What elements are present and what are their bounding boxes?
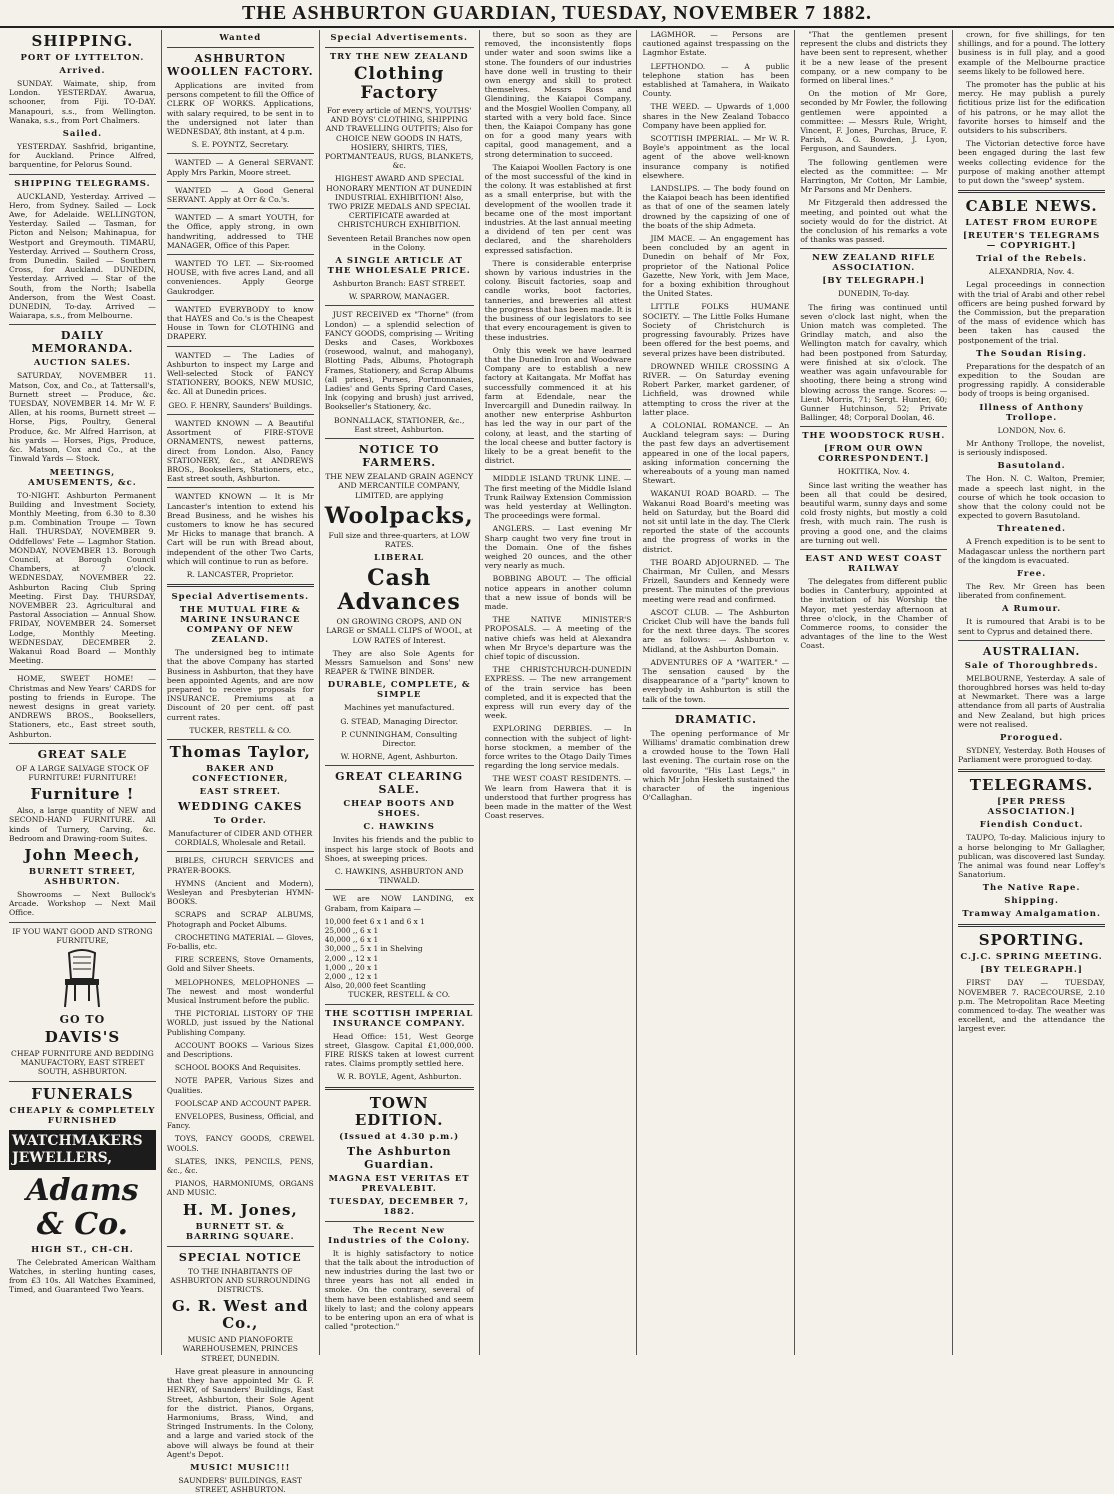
news-item: THE CHRISTCHURCH-DUNEDIN EXPRESS. — The new arrangement of the train service has been completed, and it is expected that the express will run every day of the week. (484, 665, 632, 721)
article-para: The Kaiapoi Woollen Factory is one of the most successful of the kind in the colony. It was established at first as a small enterprise, but with the development of the woollen trade it became one of the most important industries. At the last annual meeting a dividend of ten per cent was declared, and the shareholders expressed satisfaction. (484, 162, 632, 255)
news-item: ADVENTURES OF A "WAITER." — The sensation caused by the disappearance of a "party" known to everybody in Ashburton is still the talk of the town. (642, 657, 790, 704)
divider (167, 153, 314, 154)
page-columns (4, 30, 1110, 1494)
wanted-6: WANTED — The Ladies of Ashburton to inspect my Large and Well-selected Stock of FANCY STATIONERY, BOOKS, NEW MUSIC, &c. All at Dunedin prices. (166, 350, 314, 397)
west-sub: MUSIC AND PIANOFORTE WAREHOUSEMEN, PRINCES STREET, DUNEDIN. (182, 1335, 299, 1363)
divider (325, 765, 474, 766)
wanted-3: WANTED — A smart YOUTH, for the Office, apply strong, in own handwriting, addressed to THE MANAGER, Office of this Paper. (166, 213, 314, 250)
list-item: ENVELOPES, Business, Official, and Fancy. (166, 1112, 314, 1131)
woollen-text: Applications are invited from persons competent to fill the Office of CLERK OF WORKS. Applications, with salary required, to be sent in to the undersigned not later than WEDNESDAY, 8th instant, at 4 p.m. (166, 81, 314, 137)
rifle-place: DUNEDIN, To-day. (838, 289, 910, 299)
divider (325, 47, 474, 48)
timber-row: Also, 20,000 feet Scantling (324, 981, 426, 991)
auction-heading: AUCTION SALES. (33, 358, 132, 369)
divider (958, 640, 1105, 641)
column-4 (480, 30, 638, 1355)
telegrams-heading: SHIPPING TELEGRAMS. (14, 178, 151, 189)
article-para: Mr Fitzgerald then addressed the meeting, and pointed out what the society would do for the district. At the conclusion of his remarks a vote of thanks was passed. (800, 198, 948, 245)
news-item: EXPLORING DERBIES. — In connection with the subject of light-horse stockmen, a member of the force writes to the Otago Daily Times regarding the long service medals. (484, 724, 632, 771)
sailed-text: YESTERDAY. Sashfrid, brigantine, for Auckland. Prince Alfred, barquentine, for Pelorus Sound. (9, 142, 156, 170)
liberal-line: LIBERAL (374, 553, 425, 564)
boyle-sign: W. R. BOYLE, Agent, Ashburton. (336, 1072, 462, 1082)
divider (167, 487, 314, 488)
divider (167, 181, 314, 182)
divider (167, 414, 314, 415)
hawkins-sign: C. HAWKINS, ASHBURTON AND TINWALD. (334, 866, 464, 886)
article-para: crown, for five shillings, for ten shillings, and for a pound. The lottery business is in full play, and a good example of the Melbourne practice seems likely to be followed here. (958, 30, 1106, 76)
wedding-cakes: WEDDING CAKES (178, 799, 303, 813)
clearing-sale: GREAT CLEARING SALE. (335, 770, 464, 797)
mutual-title: THE MUTUAL FIRE & MARINE INSURANCE COMPANY OF NEW ZEALAND. (179, 605, 301, 646)
tramway-heading: Tramway Amalgamation. (962, 909, 1101, 920)
watchmakers-block (9, 1130, 156, 1170)
divider (9, 1081, 156, 1082)
divider (9, 743, 156, 744)
rumour-text: It is rumoured that Arabi is to be sent to Cyprus and detained there. (958, 617, 1106, 636)
timber-list (325, 917, 474, 991)
prorogued-text: SYDNEY, Yesterday. Both Houses of Parliament were prorogued to-day. (958, 745, 1106, 765)
news-item: LITTLE FOLKS HUMANE SOCIETY. — The Little Folks Humane Society of Christchurch is progressing favourably. Prizes have been offered for the best poems, and several prizes have been distributed. (642, 302, 790, 358)
meech-more: Showrooms — Next Bullock's Arcade. Workshop — Next Mail Office. (9, 890, 156, 918)
column-1 (4, 30, 162, 1355)
list-item: ACCOUNT BOOKS — Various Sizes and Descriptions. (166, 1040, 314, 1060)
divider (9, 669, 156, 670)
column-7 (953, 30, 1110, 1355)
wanted-heading: Wanted (219, 33, 262, 43)
grain-text: THE NEW ZEALAND GRAIN AGENCY AND MERCANTILE COMPANY, LIMITED, are applying (325, 472, 474, 500)
special-notice: SPECIAL NOTICE (178, 1250, 302, 1264)
dramatic-heading: DRAMATIC. (674, 712, 757, 726)
news-item: JIM MACE. — An engagement has been concluded by an agent in Dunedin on behalf of Mr Fox, proprietor of the National Police Gazette, New York, with Jem Mace, for a boxing exhibition throughout the United States. (642, 234, 790, 299)
seventeen-text: Seventeen Retail Branches now open in the Colony. (327, 233, 471, 252)
saunders-line: SAUNDERS' BUILDINGS, EAST STREET, ASHBURTON. (178, 1475, 303, 1494)
divider (800, 248, 947, 249)
taylor-street: EAST STREET. (199, 786, 281, 797)
divider (642, 708, 789, 709)
divider (167, 208, 314, 209)
divider (958, 769, 1105, 772)
wanted-4: WANTED TO LET. — Six-roomed HOUSE, with five acres Land, and all conveniences. Apply George Gaukrodger. (166, 259, 314, 296)
special-heading: Special Advertisements. (171, 592, 310, 603)
dramatic-text: The opening performance of Mr Williams' dramatic combination drew a crowded house to the Town Hall last evening. The curtain rose on the old favourite, "His Last Legs," in which Mr John Hesketh sustained the character of the ingenious O'Callaghan. (642, 728, 790, 803)
news-item: A COLONIAL ROMANCE. — An Auckland telegram says: — During the past few days an advertisement appeared in one of the local papers, asking information concerning the whereabouts of a young man named Stewart. (642, 420, 790, 486)
issued-line: (Issued at 4.30 p.m.) (339, 1131, 460, 1142)
cunningham-sign: P. CUNNINGHAM, Consulting Director. (341, 729, 458, 748)
divider (325, 438, 474, 439)
list-item: SCHOOL BOOKS And Requisites. (174, 1063, 301, 1073)
wanted-7: WANTED KNOWN — A Beautiful Assortment of FIRE-STOVE ORNAMENTS, newest patterns, direct from London. Also, Fancy STATIONERY, &c., at ANDREWS BROS., Booksellers, Stationers, etc., East street south, Ashburton. (166, 418, 314, 484)
woodstock-sub: [FROM OUR OWN CORRESPONDENT.] (818, 444, 930, 465)
divider (325, 1087, 474, 1090)
meetings-text: TO-NIGHT. Ashburton Permanent Building and Investment Society, Monthly Meeting, from 6.30 to 8.30 p.m. Combination Troupe — Town Hall. THURSDAY, NOVEMBER 9. Oddfellows' Fete — Lagmhor Station. MONDAY, NOVEMBER 13. Borough Council, at Borough Council Chambers, at 7 o'clock. WEDNESDAY, NOVEMBER 22. Ashburton Racing Club Spring Meeting. First Day. THURSDAY, NOVEMBER 23. Agricultural and Pastoral Association — Annual Show. FRIDAY, NOVEMBER 24. Somerset Lodge, Monthly Meeting. WEDNESDAY, DECEMBER 2. Wakanui Road Board — Monthly Meeting. (9, 490, 156, 666)
divider (325, 1004, 474, 1005)
shipping-heading: SHIPPING. (31, 32, 134, 50)
timber-row: 2,000 ,, 12 x 1 (324, 971, 379, 981)
list-item: PIANOS, HARMONIUMS, ORGANS AND MUSIC. (166, 1179, 314, 1198)
sale-word: Furniture ! (30, 785, 135, 804)
meetings-heading: MEETINGS, AMUSEMENTS, &c. (28, 467, 137, 488)
mutual-text: The undersigned beg to intimate that the above Company has started Business in Ashburton, that they have been appointed Agents, and are now prepared to receive proposals for INSURANCE. Premiums at a Discount of 20 per cent. off past current rates. (166, 648, 314, 722)
column-6 (795, 30, 953, 1355)
rumour-heading: A Rumour. (1001, 604, 1062, 615)
horne-sign: W. HORNE, Agent, Ashburton. (340, 752, 458, 762)
timber-row: 30,000 ,, 5 x 1 in Shelving (324, 944, 423, 954)
motto-line: MAGNA EST VERITAS ET PREVALEBIT. (328, 1173, 470, 1194)
news-item: THE NATIVE MINISTER'S PROPOSALS. — A meeting of the native chiefs was held at Alexandra when Mr Bryce's departure was the chief topic of discussion. (484, 615, 632, 661)
list-item: HYMNS (Ancient and Modern), Wesleyan and Presbyterian HYMN-BOOKS. (166, 878, 314, 907)
thoroughbreds-heading: Sale of Thoroughbreds. (964, 660, 1099, 671)
divider (325, 305, 474, 306)
divider (167, 346, 314, 347)
threatened-heading: Threatened. (997, 524, 1066, 535)
guardian-title: The Ashburton Guardian. (346, 1144, 452, 1171)
single-article: A SINGLE ARTICLE AT THE WHOLESALE PRICE. (327, 256, 471, 277)
recent-text: It is highly satisfactory to notice that the talk about the introduction of new industries during the last two or three years has not all ended in smoke. On the contrary, several of them have been established and seem likely to last; and the colony appears to be entering upon an era of what is called "protection." (324, 1248, 474, 1332)
clothing-text: For every article of MEN'S, YOUTHS' AND BOYS' CLOTHING, SHIPPING AND TRAVELLING OUTFITS; Also for CHOICE NEW GOODS IN HATS, HOSIERY, SHIRTS, TIES, PORTMANTEAUS, RUGS, BLANKETS, &c. (324, 106, 474, 171)
tucker-sign: TUCKER, RESTELL & CO. (189, 725, 292, 735)
landing-text: WE are NOW LANDING, ex Grabam, from Kaipara — (324, 894, 474, 913)
divider (167, 1246, 314, 1247)
australian-heading: AUSTRALIAN. (982, 644, 1081, 658)
news-item: SCOTTISH IMPERIAL. — Mr W. R. Boyle's appointment as the local agent of the above well-known insurance company is notified elsewhere. (642, 134, 790, 180)
list-item: THE PICTORIAL LISTORY OF THE WORLD, just issued by the National Publishing Company. (166, 1009, 314, 1037)
article-para: "That the gentlemen present represent the clubs and districts they have been sent to represent, whether it be a new lease of the present company, or a new company to be formed on liberal lines." (800, 30, 948, 86)
thoroughbreds-text: MELBOURNE, Yesterday. A sale of thoroughbred horses was held to-day at Newmarket. There was a large attendance from all parts of Australia and New Zealand, but high prices were not realised. (958, 673, 1106, 729)
scottish-title: THE SCOTTISH IMPERIAL INSURANCE COMPANY. (324, 1008, 474, 1029)
bonnallack-sign: BONNALLACK, STATIONER, &c., East street, Ashburton. (333, 415, 465, 434)
memoranda-heading: DAILY MEMORANDA. (31, 329, 134, 356)
article-para: On the motion of Mr Gore, seconded by Mr Fowler, the following gentlemen were appointed a committee: — Messrs Rule, Wright, Vincent, F. Jones, Purchas, Bruce, F. Parish, A. G. Bowden, J. Lyon, Ferguson, and Saunders. (800, 89, 948, 154)
taylor-name: Thomas Taylor, (169, 742, 311, 761)
davis-name: DAVIS'S (44, 1028, 121, 1047)
sale-title: GREAT SALE (37, 747, 128, 761)
town-edition: TOWN EDITION. (354, 1093, 444, 1129)
news-item: WAKANUI ROAD BOARD. — The Wakanui Road Board's meeting was held on Saturday, but the Board did not sit until late in the day. The Clerk reported the state of the accounts and the progress of works in the district. (642, 489, 790, 554)
wanted-5: WANTED EVERYBODY to know that HAYES and Co.'s is the Cheapest House in Town for CLOTHING and DRAPERY. (166, 304, 314, 342)
arrived-heading: Arrived. (59, 66, 106, 76)
threatened-text: A French expedition is to be sent to Madagascar unless the northern part of the kingdom is evacuated. (958, 537, 1106, 565)
article-para: there, but so soon as they are removed, the inconsistently flops under water and soon swims like a stone. The founders of our industries have done well in trusting to their own energy and skill to protect themselves. Messrs Ross and Glendining, the Kaiapoi Company, and the Mosgiel Woollen Company, all started with a very bold face. Since then, the Kaiapoi Company has gone on for a good many years with capital, good management, and a strong determination to succeed. (484, 30, 632, 159)
sale-subtitle: OF A LARGE SALVAGE STOCK OF FURNITURE! FURNITURE! (15, 763, 150, 782)
woodstock-text: Since last writing the weather has been all that could be desired, beautiful warm, sunny days and some cold frosty nights, but mostly a cold fresh, with much rain. The rush is proving a good one, and the claims are turning out well. (800, 480, 948, 545)
adams-place: HIGH ST., CH-CH. (31, 1244, 134, 1255)
watchmakers-line: WATCHMAKERS (12, 1132, 143, 1149)
want-line: IF YOU WANT GOOD AND STRONG FURNITURE, (12, 926, 153, 945)
jewellers-line: JEWELLERS, (12, 1149, 113, 1166)
stead-sign: G. STEAD, Managing Director. (340, 716, 458, 726)
divider (9, 324, 156, 325)
divider (167, 739, 314, 740)
woolpacks-sub: Full size and three-quarters, at LOW RATES. (328, 530, 470, 549)
jones-item-list (167, 856, 314, 1197)
notice-farmers: NOTICE TO FARMERS. (358, 443, 440, 470)
article-para: The following gentlemen were elected as the committee: — Mr Harrington, Mr Cotton, Mr Lambie, Mr Parsons and Mr Denhers. (800, 157, 948, 195)
branch-text: Ashburton Branch: EAST STREET. (332, 279, 466, 289)
davis-text: CHEAP FURNITURE AND BEDDING MANUFACTORY, EAST STREET SOUTH, ASHBURTON. (11, 1049, 154, 1077)
fiendish-text: TAUPO, To-day. Malicious injury to a horse belonging to Mr Gallagher, publican, was discovered last Sunday. The animal was found near Loffey's Sanatorium. (958, 833, 1106, 880)
shipping-heading-2: Shipping. (1004, 896, 1059, 907)
edition-date: TUESDAY, DECEMBER 7, 1882. (329, 1196, 470, 1217)
article-para: The promoter has the public at his mercy. He may publish a purely fictitious prize list for the edification of his patrons, or he may allot the favorite horses to himself and the outsiders to his subscribers. (958, 80, 1106, 136)
sporting-heading: SPORTING. (978, 931, 1085, 950)
sale-text: Also, a large quantity of NEW and SECOND-HAND FURNITURE. All kinds of Turnery, Carving, &c. Bedroom and Drawing-room Suites. (9, 806, 156, 843)
news-item: ASCOT CLUB. — The Ashburton Cricket Club will have the bands full for the next three days. The scores are as follows: — Ashburton v. Midland, at the Ashburton Domain. (642, 607, 790, 654)
article-para: Only this week we have learned that the Dunedin Iron and Woodware Company are to establish a new factory at Kaitangata. Mr Moffat has successfully commenced it at his farm at Edendale, near the Invercargill and Dunedin railway. In another new enterprise Ashburton has led the way in our part of the colony, at least, and the starting of the local cheese and butter factory is likely to be a great benefit to the district. (484, 345, 632, 466)
timber-row: 1,000 ,, 20 x 1 (324, 962, 379, 972)
wanted-8: WANTED KNOWN — It is Mr Lancaster's intention to extend his Bread Business, and he wishes his customers to know he has secured Mr Hicks to manage that branch. A Cart will be run with Bread about, independent of the other Two Carts, which will continue to run as before. (166, 492, 314, 566)
news-item: LANDSLIPS. — The body found on the Kaiapoi beach has been identified as that of one of the seamen lately drowned by the capsizing of one of the boats of the ship Admeta. (642, 184, 790, 230)
news-item: LAGMHOR. — Persons are cautioned against trespassing on the Lagmhor Estate. (642, 30, 790, 58)
rifle-heading: NEW ZEALAND RIFLE ASSOCIATION. (812, 253, 936, 274)
divider (9, 922, 156, 923)
sparrow-sign: W. SPARROW, MANAGER. (348, 292, 450, 302)
divider (9, 174, 156, 175)
timber-row: 40,000 ,, 6 x 1 (324, 935, 379, 945)
list-item: CROCHETING MATERIAL — Gloves, Fo-ballis, etc. (166, 932, 314, 951)
auction-text: SATURDAY, NOVEMBER 11. Matson, Cox, and Co., at Tattersall's, Burnett street — Produce, &c. TUESDAY, NOVEMBER 14. Mr W. F. Allen, at his rooms, Burnett street — Horse, Pigs, Poultry, General Produce, &c. Mr Alfred Harrison, at his yards — Horses, Pigs, Produce, &c. Matson, Cox and Co., at the Tinwald Yards — Stock. (9, 371, 156, 464)
music-line: MUSIC! MUSIC!!! (190, 1462, 291, 1473)
column-2 (162, 30, 320, 1494)
column-5 (637, 30, 795, 1355)
divider (167, 254, 314, 255)
cjc-heading: C.J.C. SPRING MEETING. (960, 952, 1103, 963)
free-heading: Free. (1017, 568, 1047, 579)
agents-text: They are also Sole Agents for Messrs Samuelson and Sons' new REAPER & TWINE BINDER. (324, 648, 474, 677)
notice-text: TO THE INHABITANTS OF ASHBURTON AND SURROUNDING DISTRICTS. (170, 1266, 311, 1295)
soudan-text: Preparations for the despatch of an expedition to the Soudan are progressing rapidly. A considerable body of troops is being organised. (958, 361, 1106, 399)
funerals-heading: FUNERALS (31, 1084, 134, 1103)
cjc-text: FIRST DAY — TUESDAY, NOVEMBER 7. RACECOURSE, 2.10 p.m. The Metropolitan Race Meeting commenced to-day. The weather was excellent, and the attendance the largest ever. (958, 978, 1106, 1034)
news-item: BOBBING ABOUT. — The official notice appears in another column that a new issue of bonds will be made. (484, 574, 632, 611)
wanted-1: WANTED — A General SERVANT. Apply Mrs Parkin, Moore street. (166, 158, 314, 177)
news-item: MIDDLE ISLAND TRUNK LINE. — The first meeting of the Middle Island Trunk Railway Extension Commission was held yesterday at Wellington. The proceedings were formal. (484, 474, 632, 521)
special-heading: Special Advertisements. (330, 33, 468, 43)
clearing-sub: CHEAP BOOTS AND SHOES. (343, 799, 455, 820)
divider (167, 47, 314, 48)
article-para: The Victorian detective force have been engaged during the last few weeks collecting evidence for the purpose of making another attempt to put down the "sweep" system. (958, 139, 1106, 186)
illness-text: Mr Anthony Trollope, the novelist, is seriously indisposed. (958, 438, 1106, 458)
henry-sign: GEO. F. HENRY, Saunders' Buildings. (168, 400, 313, 410)
tucker-sign-2: TUCKER, RESTELL & CO. (348, 990, 451, 1000)
divider (485, 469, 632, 470)
list-item: NOTE PAPER, Various Sizes and Qualities. (166, 1076, 314, 1095)
wanted-2: WANTED — A Good General SERVANT. Apply at Orr & Co.'s. (166, 185, 314, 205)
list-item: FIRE SCREENS, Stove Ornaments, Gold and Silver Sheets. (166, 955, 314, 974)
list-item: BIBLES, CHURCH SERVICES and PRAYER-BOOKS. (166, 856, 314, 875)
funerals-sub: CHEAPLY & COMPLETELY FURNISHED (9, 1105, 156, 1126)
award-text: HIGHEST AWARD AND SPECIAL HONORARY MENTION AT DUNEDIN INDUSTRIAL EXHIBITION! Also, TWO PRIZE MEDALS AND SPECIAL CERTIFICATE awarded at CHRISTCHURCH EXHIBITION. (326, 174, 473, 230)
woodstock-heading: THE WOODSTOCK RUSH. (802, 431, 946, 442)
news-item: THE BOARD ADJOURNED. — The Chairman, Mr Cullen, and Messrs Frizell, Saunders and Kennedy were present. The minutes of the previous meeting were read and confirmed. (642, 557, 790, 604)
masthead (0, 0, 1114, 28)
scottish-text: Head Office: 151, West George street, Glasgow. Capital £1,000,000. FIRE RISKS taken at lowest current rates. Claims promptly settled here. (324, 1031, 474, 1069)
chair-icon (57, 949, 107, 1009)
go-to: GO TO (59, 1013, 106, 1027)
soudan-heading: The Soudan Rising. (976, 348, 1088, 359)
cjc-tag: [BY TELEGRAPH.] (980, 965, 1083, 976)
woodstock-place: HOKITIKA, Nov. 4. (837, 467, 910, 477)
free-text: The Rev. Mr Green has been liberated from confinement. (958, 581, 1106, 601)
list-item: TOYS, FANCY GOODS, CREWEL WOOLS. (166, 1134, 314, 1153)
hawkins-name: C. HAWKINS (363, 822, 435, 833)
divider (958, 190, 1105, 193)
europe-heading: LATEST FROM EUROPE (965, 218, 1098, 229)
prorogued-heading: Prorogued. (1000, 732, 1064, 743)
divider (325, 889, 474, 890)
just-received: JUST RECEIVED ex "Thorne" (from London) — a splendid selection of FANCY GOODS, comprising — Writing Desks and Cases, Workboxes (rosewood, walnut, and mahogany), Blotting Pads, Albums, Photograph Frames, Stationery, and Scrap Albums (all prices), Purses, Portmonnaies, Ladies' and Gents Spring Card Cases, Ink (copying and brush) just arrived, Bookseller's Stationery, &c. (324, 310, 474, 412)
meech-address: BURNETT STREET, ASHBURTON. (28, 867, 136, 887)
home-ad: HOME, SWEET HOME! — Christmas and New Years' CARDS for posting to friends in Europe. The newest designs in great variety. ANDREWS BROS., Booksellers, Stationers, etc., East street south, Ashburton. (9, 674, 156, 739)
divider (167, 851, 314, 852)
adams-logo: Adams & Co. (26, 1172, 139, 1242)
cash-text: ON GROWING CROPS, AND ON LARGE or SMALL CLIPS of WOOL, at LOW RATES of Interest. (326, 617, 473, 645)
news-item: THE WEED. — Upwards of 1,000 shares in the New Zealand Tobacco Company have been applied for. (642, 102, 790, 130)
rifle-tag: [BY TELEGRAPH.] (822, 276, 926, 287)
news-item: DROWNED WHILE CROSSING A RIVER. — On Saturday evening Robert Parker, market gardener, of Lichfield, was drowned while attempting to cross the river at the latter place. (642, 361, 790, 417)
rifle-text: The firing was continued until seven o'clock last night, when the Union match was completed. The Grindlay match, and also the Wellington match for cavalry, which had been postponed from Saturday, were finished at six o'clock. The weather was again unfavourable for shooting, there being a strong wind blowing across the range. Scores: — Lieut. Morris, 71; Sergt. Hunter, 60; Gunner Hutchinson, 52; Private Ballinger, 48; Corporal Doolan, 46. (800, 302, 948, 423)
list-item: MELOPHONES, MELOPHONES — The newest and most wonderful Musical Instrument before the public. (166, 977, 314, 1006)
news-item: LEFTHONDO. — A public telephone station has been established at Tamahera, in Waikato County. (642, 61, 790, 99)
reuter-tag: [REUTER'S TELEGRAMS — COPYRIGHT.] (962, 231, 1101, 252)
basutoland-text: The Hon. N. C. Walton, Premier, made a speech last night, in the course of which he took occasion to show that the colony could not be expected to govern Basutoland. (958, 474, 1106, 521)
telegrams-heading: TELEGRAMS. (969, 776, 1094, 795)
telegrams-text: AUCKLAND, Yesterday. Arrived — Hero, from Sydney. Sailed — Lock Awe, for Adelaide. WELLINGTON, Yesterday. Sailed — Tasman, for Picton and Nelson; Mahinapua, for Westport and Greymouth. TIMARU, Yesterday. Arrived — Southern Cross, from Dunedin. Sailed — Southern Cross, for Auckland. DUNEDIN, Yesterday. Arrived — Star of the South, from the North; Isabella Anderson, from the West Coast. DUNEDIN, To-day. Arrived — Waiarapa, s.s., from Melbourne. (9, 191, 156, 321)
divider (800, 426, 947, 427)
divider (167, 584, 314, 587)
meech-name: John Meech, (24, 846, 141, 864)
divider (958, 924, 1105, 927)
trial-heading: Trial of the Rebels. (976, 254, 1087, 265)
press-tag: [PER PRESS ASSOCIATION.] (987, 797, 1076, 818)
list-item: SCRAPS and SCRAP ALBUMS, Photograph and Pocket Albums. (166, 910, 314, 929)
jones-address: BURNETT ST. & BARRING SQUARE. (185, 1221, 295, 1242)
timber-row: 25,000 ,, 6 x 1 (324, 925, 379, 935)
wedding-sub: To Order. (213, 815, 267, 826)
timber-row: 2,000 ,, 12 x 1 (324, 953, 379, 963)
railway-heading: EAST AND WEST COAST RAILWAY (805, 553, 943, 574)
poyntz-sign: S. E. POYNTZ, Secretary. (191, 140, 289, 150)
west-text: Have great pleasure in announcing that they have appointed Mr G. F. HENRY, of Saunders' Buildings, East Street, Ashburton, their Sole Agent for the district. Pianos, Organs, Harmoniums, Brass, Wind, and Stringed Instruments. In the Colony, and a large and varied stock of the above will always be found at their Agent's Depot. (166, 1366, 314, 1459)
try-line: TRY THE NEW ZEALAND (329, 52, 469, 62)
news-item: ANGLERS. — Last evening Mr Sharp caught two very fine trout in the Domain. One of the fishes weighed 20 ounces, and the other very nearly as much. (484, 524, 632, 571)
recent-heading: The Recent New Industries of the Colony. (328, 1225, 471, 1246)
illness-place: LONDON, Nov. 6. (997, 425, 1066, 435)
jones-name: H. M. Jones, (182, 1200, 298, 1219)
trial-text: Legal proceedings in connection with the trial of Arabi and other rebel officers are being pushed forward by the Commission, but the preparation of the mass of evidence which has been taken has caused the postponement of the trial. (958, 280, 1106, 345)
native-rape-heading: The Native Rape. (982, 883, 1081, 894)
hawkins-text: Invites his friends and the public to inspect his large stock of Boots and Shoes, at sweeping prices. (324, 835, 474, 863)
timber-row: 10,000 feet 6 x 1 and 6 x 1 (324, 916, 425, 926)
illness-heading: Illness of Anthony Trollope. (979, 402, 1084, 423)
woolpacks-title: Woolpacks, (324, 502, 474, 529)
list-item: FOOLSCAP AND ACCOUNT PAPER. (174, 1098, 312, 1108)
durable-line: DURABLE, COMPLETE, & SIMPLE (327, 680, 471, 701)
durable-sub: Machines yet manufactured. (344, 703, 455, 713)
arrived-text: SUNDAY. Waimate, ship, from London. YESTERDAY. Awarua, schooner, from Fiji. TO-DAY. Manapouri, s.s., from Wellington. Wanaka, s.s., from Port Chalmers. (9, 79, 156, 125)
port-heading: PORT OF LYTTELTON. (20, 53, 145, 63)
article-para: There is considerable enterprise shown by various industries in the colony. Biscuit factories, soap and candle works, boot factories, tanneries, and breweries all attest the progress that has been made. It is the business of our legislators to see that every encouragement is given to these industries. (484, 258, 632, 342)
news-item: THE WEST COAST RESIDENTS. — We learn from Hawera that it is understood that further progress has been made in the matter of the West Coast reserves. (484, 774, 632, 821)
woollen-title: ASHBURTON WOOLLEN FACTORY. (166, 52, 314, 78)
divider (325, 1221, 474, 1222)
trial-place: ALEXANDRIA, Nov. 4. (989, 267, 1075, 277)
west-name: G. R. West and Co., (172, 1297, 309, 1333)
taylor-trade: BAKER AND CONFECTIONER, (192, 763, 289, 784)
waltham-text: The Celebrated American Waltham Watches, in sterling hunting cases, from £3 10s. All Watches Examined, Timed, and Guaranteed Two Years. (9, 1257, 156, 1295)
cable-news-heading: CABLE NEWS. (965, 197, 1098, 216)
list-item: SLATES, INKS, PENCILS, PENS, &c., &c. (166, 1156, 314, 1176)
divider (167, 300, 314, 301)
basutoland-heading: Basutoland. (997, 461, 1066, 472)
sailed-heading: Sailed. (62, 129, 103, 140)
masthead-title: THE ASHBURTON GUARDIAN, TUESDAY, NOVEMBER 7 1882. (241, 1, 873, 24)
divider (800, 549, 947, 550)
column-3 (320, 30, 480, 1355)
lancaster-sign: R. LANCASTER, Proprietor. (186, 569, 294, 579)
cash-advances-title: Cash Advances (337, 565, 461, 616)
fiendish-heading: Fiendish Conduct. (979, 820, 1084, 831)
railway-text: The delegates from different public bodies in Canterbury, appointed at the invitation of his Worship the Mayor, met yesterday afternoon at three o'clock, in the Chamber of Commerce rooms, to consider the advantages of the line to the West Coast. (800, 576, 948, 651)
clothing-factory-title: Clothing Factory (354, 64, 445, 103)
cider-text: Manufacturer of CIDER AND OTHER CORDIALS, Wholesale and Retail. (168, 828, 313, 848)
